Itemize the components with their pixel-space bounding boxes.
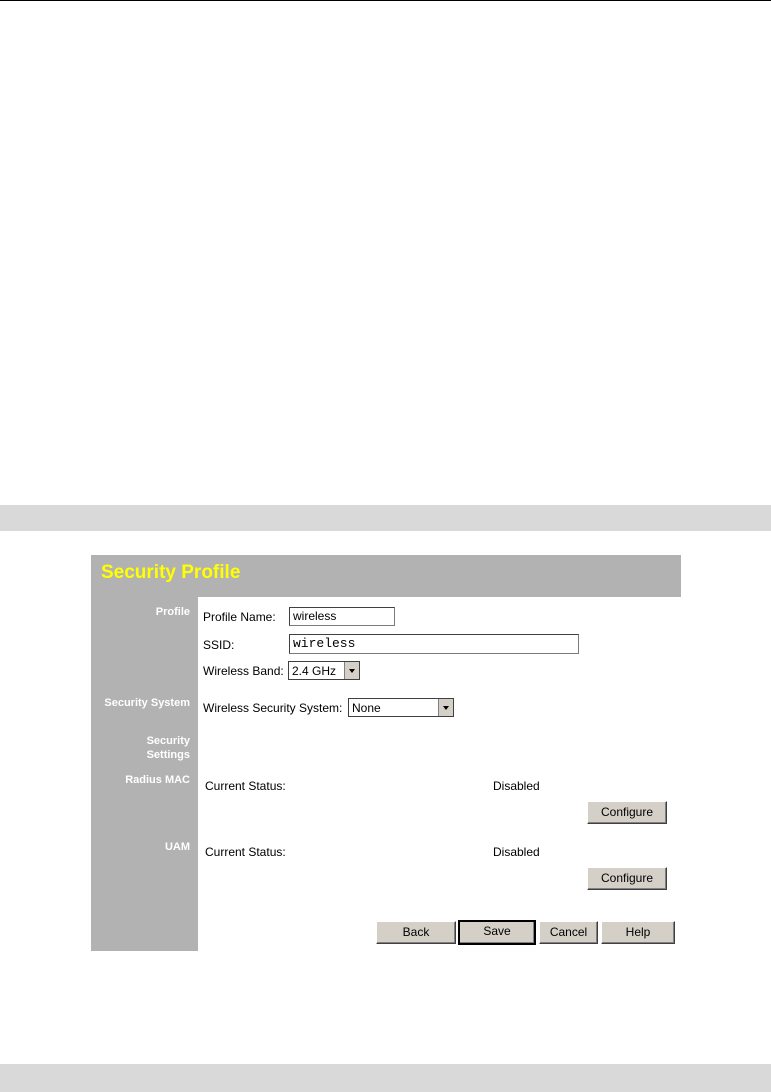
sidebar-label-radius-mac: Radius MAC	[125, 774, 190, 786]
profile-name-input[interactable]: wireless	[289, 607, 395, 626]
cancel-button[interactable]: Cancel	[539, 921, 598, 944]
profile-name-label: Profile Name:	[203, 610, 276, 624]
security-system-select[interactable]	[348, 698, 454, 717]
security-system-label: Wireless Security System:	[203, 701, 343, 715]
sidebar-label-security-settings	[147, 734, 190, 762]
ssid-label: SSID:	[203, 638, 235, 652]
help-button[interactable]: Help	[601, 921, 675, 944]
section-band-bottom	[0, 1064, 771, 1092]
wireless-band-value: 2.4 GHz	[292, 664, 337, 678]
sidebar-label-security-settings-line1: Security	[146, 735, 190, 747]
radius-mac-configure-button[interactable]: Configure	[587, 801, 667, 824]
sidebar-label-profile: Profile	[155, 606, 190, 618]
sidebar-label-security-settings-line2: Settings	[146, 749, 190, 761]
wireless-band-label: Wireless Band:	[203, 664, 284, 678]
top-rule	[0, 0, 771, 1]
radius-mac-status-label: Current Status:	[205, 779, 286, 793]
uam-configure-button[interactable]: Configure	[587, 867, 667, 890]
uam-status-label: Current Status:	[205, 845, 286, 859]
section-band-top	[0, 505, 771, 531]
sidebar-label-security-system: Security System	[104, 697, 190, 709]
sidebar	[91, 597, 198, 951]
security-profile-panel	[91, 555, 681, 951]
wireless-band-select[interactable]	[288, 661, 360, 680]
chevron-down-icon[interactable]	[438, 699, 453, 716]
chevron-down-icon[interactable]	[344, 662, 359, 679]
save-button[interactable]: Save	[458, 920, 536, 945]
uam-status-value: Disabled	[493, 845, 540, 859]
back-button[interactable]: Back	[376, 921, 456, 944]
security-system-value: None	[352, 701, 381, 715]
ssid-input[interactable]: wireless	[289, 634, 579, 654]
sidebar-label-uam: UAM	[164, 841, 190, 853]
content-area	[198, 597, 681, 951]
radius-mac-status-value: Disabled	[493, 779, 540, 793]
panel-header	[91, 555, 681, 597]
page-title: Security Profile	[101, 562, 241, 583]
